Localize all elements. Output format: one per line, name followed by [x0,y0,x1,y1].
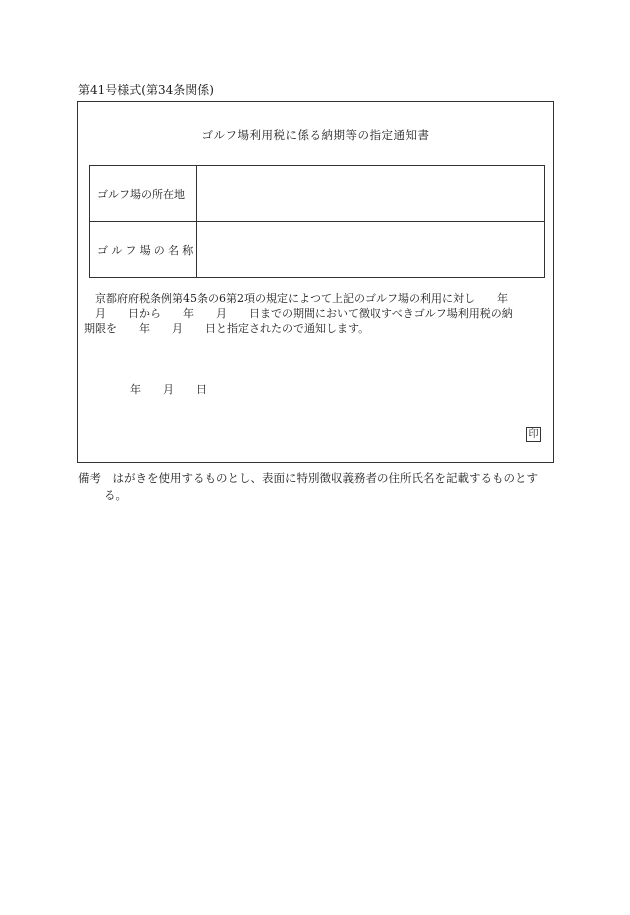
name-label: ゴルフ場の名称 [90,222,197,277]
remarks-line-2: る。 [104,488,127,502]
table-row-location [90,166,544,222]
location-label: ゴルフ場の所在地 [90,166,197,221]
seal-stamp-icon: 印 [526,427,541,442]
body-text-line-1: 京都府府税条例第45条の6第2項の規定によつて上記のゴルフ場の利用に対し 年 [84,292,508,305]
golf-course-info-table [89,165,545,278]
body-text-line-3: 期限を 年 月 日と指定されたので通知します。 [84,322,370,335]
issue-date: 年 月 日 [130,383,207,396]
location-value [197,166,544,221]
name-value [197,222,544,277]
remarks-line-1: 備考 はがきを使用するものとし、表面に特別徴収義務者の住所氏名を記載するものとす [78,471,538,485]
form-number: 第41号様式(第34条関係) [78,83,214,97]
document-title: ゴルフ場利用税に係る納期等の指定通知書 [201,128,430,142]
table-row-name [90,222,544,277]
body-text-line-2: 月 日から 年 月 日までの期間において徴収すべきゴルフ場利用税の納 [84,307,513,320]
notice-frame [77,101,554,463]
